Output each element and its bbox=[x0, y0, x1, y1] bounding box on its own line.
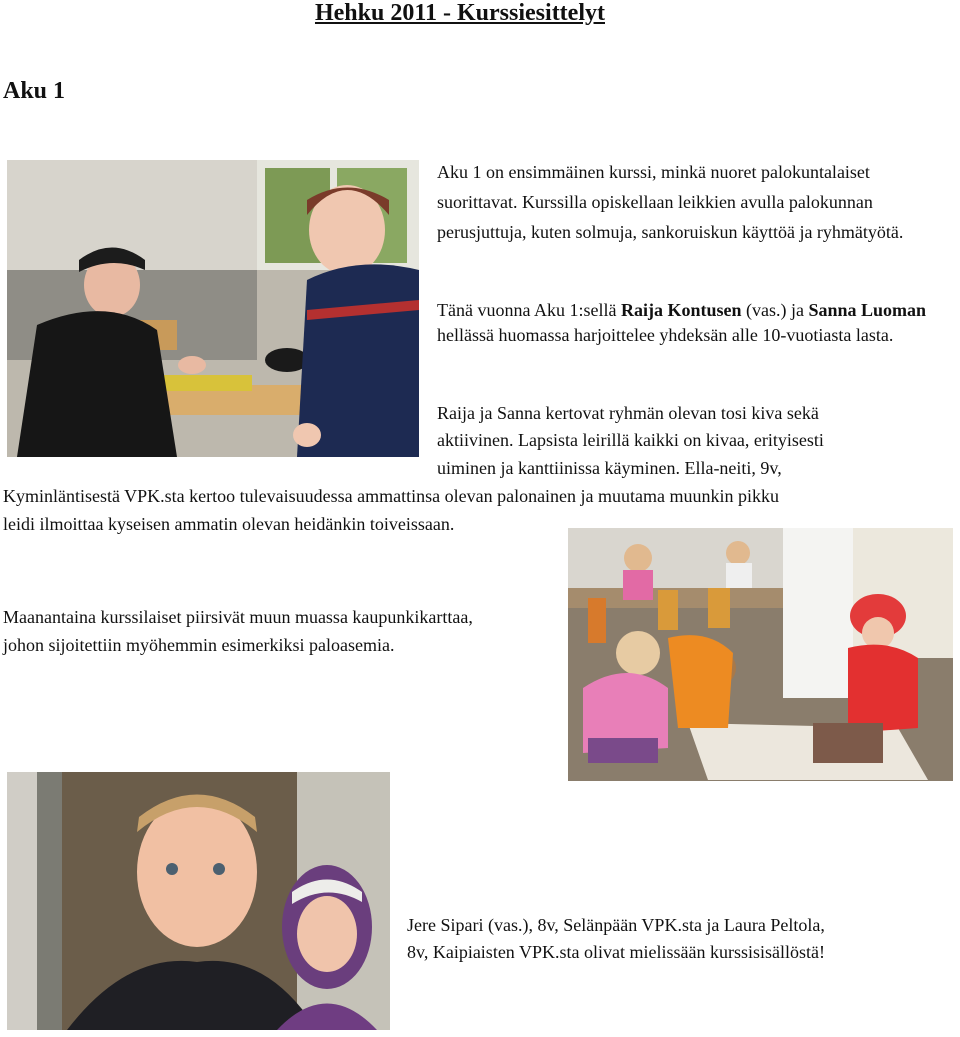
section-heading: Aku 1 bbox=[3, 78, 66, 104]
monday-line-1: Maanantaina kurssilaiset piirsivät muun muassa kaupunkikarttaa, bbox=[3, 607, 473, 627]
teacher-name-raija: Raija Kontusen bbox=[620, 300, 742, 320]
caption-line-2: 8v, Kaipiaisten VPK.sta olivat mielissään kurssisisällöstä! bbox=[407, 942, 825, 962]
group-line-2: aktiivinen. Lapsista leirillä kaikki on kivaa, erityisesti bbox=[437, 430, 824, 450]
caption-line-1: Jere Sipari (vas.), 8v, Selänpään VPK.sta ja Laura Peltola, bbox=[407, 915, 825, 935]
group-line-4: Kyminläntisestä VPK.sta kertoo tulevaisuudessa ammattinsa olevan palonainen ja muutama muunkin pikku bbox=[3, 486, 780, 506]
group-line-1: Raija ja Sanna kertovat ryhmän olevan tosi kiva sekä bbox=[437, 403, 819, 423]
children-portrait-photo bbox=[7, 772, 390, 1030]
page-title: Hehku 2011 - Kurssiesittelyt bbox=[314, 0, 605, 26]
map-drawing-photo bbox=[568, 528, 953, 781]
teachers-paragraph: Tänä vuonna Aku 1:sellä Raija Kontusen (vas.) ja Sanna Luoman hellässä huomassa harjoittelee yhdeksän alle 10-vuotiasta lasta. bbox=[437, 300, 927, 345]
intro-paragraph: Aku 1 on ensimmäinen kurssi, minkä nuoret palokuntalaiset suorittavat. Kurssilla opiskellaan leikkien avulla palokunnan perusjuttuja, kuten solmuja, sankoruiskun käyttöä ja ryhmätyötä. bbox=[437, 162, 904, 242]
monday-line-2: johon sijoitettiin myöhemmin esimerkiksi paloasemia. bbox=[3, 635, 395, 655]
teacher-name-sanna: Sanna Luoman bbox=[808, 300, 927, 320]
group-line-5: leidi ilmoittaa kyseisen ammatin olevan heidänkin toiveissaan. bbox=[3, 514, 455, 534]
group-line-3: uiminen ja kanttiinissa käyminen. Ella-neiti, 9v, bbox=[437, 458, 782, 478]
instructors-photo bbox=[7, 160, 419, 457]
